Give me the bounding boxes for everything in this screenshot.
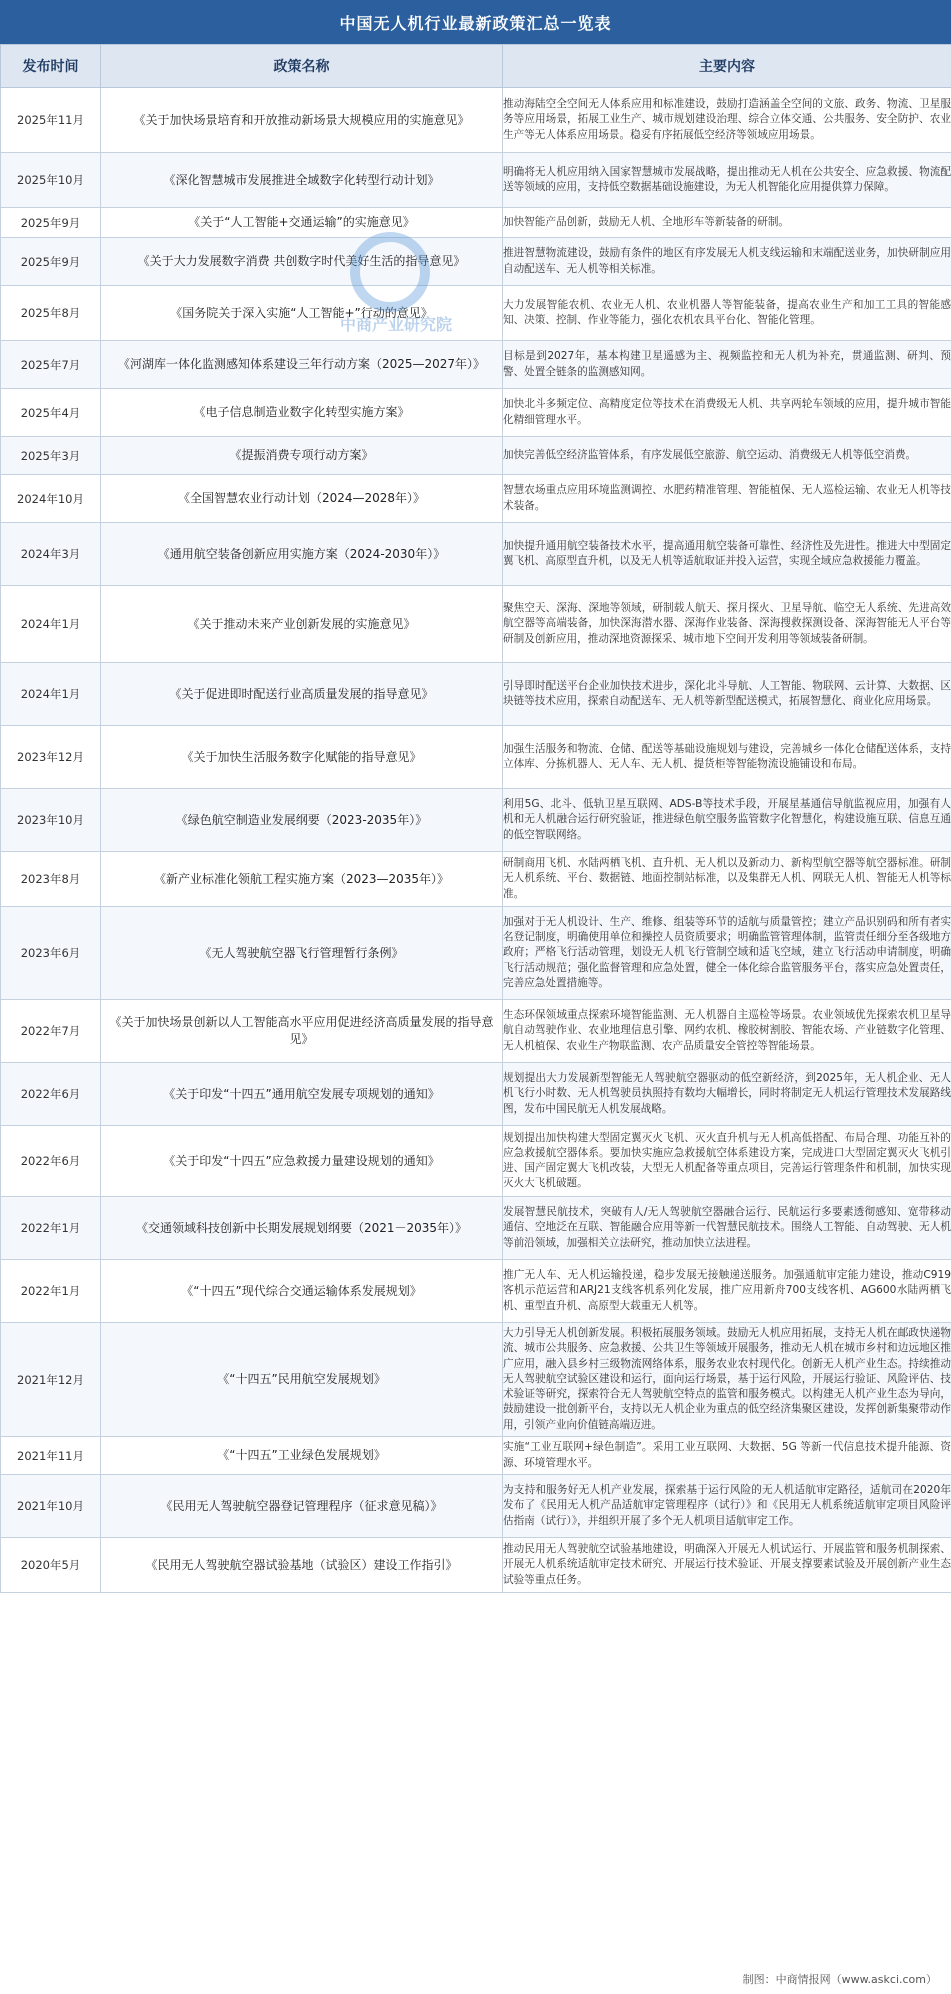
row-policy-name: 《通用航空装备创新应用实施方案（2024-2030年）》	[101, 523, 503, 586]
row-content: 加快提升通用航空装备技术水平，提高通用航空装备可靠性、经济性及先进性。推进大中型固定翼飞机、高原型直升机，以及无人机等适航取证并投入运营，实现全域应急救援能力覆盖。	[503, 523, 951, 586]
table-row	[1, 1260, 951, 1323]
table-row	[1, 1437, 951, 1475]
policy-table	[0, 44, 951, 1593]
table-row	[1, 153, 951, 208]
row-date: 2024年3月	[1, 523, 101, 586]
row-date: 2020年5月	[1, 1538, 101, 1593]
row-policy-name: 《深化智慧城市发展推进全域数字化转型行动计划》	[101, 153, 503, 208]
row-policy-name: 《关于加快生活服务数字化赋能的指导意见》	[101, 726, 503, 789]
table-row	[1, 852, 951, 907]
row-date: 2025年3月	[1, 437, 101, 475]
row-content: 聚焦空天、深海、深地等领域，研制载人航天、探月探火、卫星导航、临空无人系统、先进高效航空器等高端装备，加快深海潜水器、深海作业装备、深海搜救探测设备、深海智能无人平台等研制及创新应用，推动深地资源探采、城市地下空间开发利用等领域装备研制。	[503, 586, 951, 663]
row-policy-name: 《关于促进即时配送行业高质量发展的指导意见》	[101, 663, 503, 726]
table-row	[1, 523, 951, 586]
row-date: 2022年1月	[1, 1197, 101, 1260]
row-content: 推动民用无人驾驶航空试验基地建设，明确深入开展无人机试运行、开展监管和服务机制探索、开展无人机系统适航审定技术研究、开展运行技术验证、开展支撑要素试验及开展创新产业生态试验等重点任务。	[503, 1538, 951, 1593]
table-row	[1, 475, 951, 523]
row-date: 2023年6月	[1, 907, 101, 1000]
table-row	[1, 286, 951, 341]
row-date: 2023年8月	[1, 852, 101, 907]
row-content: 为支持和服务好无人机产业发展，探索基于运行风险的无人机适航审定路径，适航司在2020年发布了《民用无人机产品适航审定管理程序（试行）》和《民用无人机系统适航审定项目风险评估指南（试行）》，并组织开展了多个无人机项目适航审定工作。	[503, 1475, 951, 1538]
table-row	[1, 341, 951, 389]
row-date: 2022年6月	[1, 1126, 101, 1197]
row-policy-name: 《绿色航空制造业发展纲要（2023-2035年）》	[101, 789, 503, 852]
row-content: 生态环保领域重点探索环境智能监测、无人机器自主巡检等场景。农业领域优先探索农机卫星导航自动驾驶作业、农业地理信息引擎、网约农机、橡胶树割胶、智能农场、产业链数字化管理、无人机植保、农业生产物联监测、农产品质量安全管控等智能场景。	[503, 1000, 951, 1063]
table-header-row	[1, 45, 951, 88]
row-date: 2025年10月	[1, 153, 101, 208]
table-row	[1, 1063, 951, 1126]
row-date: 2021年12月	[1, 1323, 101, 1437]
table-row	[1, 789, 951, 852]
row-date: 2025年8月	[1, 286, 101, 341]
table-row	[1, 437, 951, 475]
table-row	[1, 238, 951, 286]
row-date: 2025年4月	[1, 389, 101, 437]
footer-credit: 制图：中商情报网（www.askci.com）	[742, 1973, 937, 1986]
row-policy-name: 《“十四五”现代综合交通运输体系发展规划》	[101, 1260, 503, 1323]
row-policy-name: 《“十四五”工业绿色发展规划》	[101, 1437, 503, 1475]
table-row	[1, 88, 951, 153]
row-content: 加快智能产品创新，鼓励无人机、全地形车等新装备的研制。	[503, 208, 951, 238]
row-policy-name: 《新产业标准化领航工程实施方案（2023—2035年）》	[101, 852, 503, 907]
row-content: 研制商用飞机、水陆两栖飞机、直升机、无人机以及新动力、新构型航空器等航空器标准。研制无人机系统、平台、数据链、地面控制站标准，以及集群无人机、网联无人机、智能无人机等标准。	[503, 852, 951, 907]
row-policy-name: 《关于“人工智能+交通运输”的实施意见》	[101, 208, 503, 238]
table-body	[1, 88, 951, 1593]
row-policy-name: 《民用无人驾驶航空器登记管理程序（征求意见稿）》	[101, 1475, 503, 1538]
row-date: 2025年7月	[1, 341, 101, 389]
table-row	[1, 1323, 951, 1437]
row-date: 2021年11月	[1, 1437, 101, 1475]
row-content: 加强生活服务和物流、仓储、配送等基础设施规划与建设，完善城乡一体化仓储配送体系，支持立体库、分拣机器人、无人车、无人机、提货柜等智能物流设施铺设和布局。	[503, 726, 951, 789]
row-policy-name: 《全国智慧农业行动计划（2024—2028年）》	[101, 475, 503, 523]
watermark-text: 中商产业研究院	[340, 315, 453, 334]
row-date: 2025年11月	[1, 88, 101, 153]
page-title: 中国无人机行业最新政策汇总一览表	[0, 0, 951, 44]
row-content: 明确将无人机应用纳入国家智慧城市发展战略，提出推动无人机在公共安全、应急救援、物流配送等领域的应用，支持低空数据基础设施建设，为无人机智能化应用提供算力保障。	[503, 153, 951, 208]
table-row	[1, 1475, 951, 1538]
row-content: 加快完善低空经济监管体系，有序发展低空旅游、航空运动、消费级无人机等低空消费。	[503, 437, 951, 475]
row-policy-name: 《提振消费专项行动方案》	[101, 437, 503, 475]
row-date: 2022年1月	[1, 1260, 101, 1323]
row-date: 2022年7月	[1, 1000, 101, 1063]
row-content: 推进智慧物流建设，鼓励有条件的地区有序发展无人机支线运输和末端配送业务，加快研制应用自动配送车、无人机等相关标准。	[503, 238, 951, 286]
row-policy-name: 《电子信息制造业数字化转型实施方案》	[101, 389, 503, 437]
table-row	[1, 907, 951, 1000]
row-content: 目标是到2027年，基本构建卫星遥感为主、视频监控和无人机为补充，贯通监测、研判、预警、处置全链条的监测感知网。	[503, 341, 951, 389]
row-content: 智慧农场重点应用环境监测调控、水肥药精准管理、智能植保、无人巡检运输、农业无人机等技术装备。	[503, 475, 951, 523]
row-content: 加快北斗多频定位、高精度定位等技术在消费级无人机、共享两轮车领域的应用，提升城市智能化精细管理水平。	[503, 389, 951, 437]
row-date: 2025年9月	[1, 208, 101, 238]
table-row	[1, 1000, 951, 1063]
row-date: 2021年10月	[1, 1475, 101, 1538]
row-policy-name: 《关于推动未来产业创新发展的实施意见》	[101, 586, 503, 663]
row-date: 2023年12月	[1, 726, 101, 789]
row-policy-name: 《交通领域科技创新中长期发展规划纲要（2021－2035年）》	[101, 1197, 503, 1260]
row-date: 2024年1月	[1, 663, 101, 726]
table-row	[1, 663, 951, 726]
header-date: 发布时间	[1, 45, 101, 88]
row-date: 2024年1月	[1, 586, 101, 663]
row-policy-name: 《关于大力发展数字消费 共创数字时代美好生活的指导意见》	[101, 238, 503, 286]
row-content: 加强对于无人机设计、生产、维修、组装等环节的适航与质量管控；建立产品识别码和所有者实名登记制度，明确使用单位和操控人员资质要求；明确监管管理体制，监管责任细分至各级地方政府；严格飞行活动管理，划设无人机飞行管制空域和适飞空域，建立飞行活动申请制度，明确飞行活动规范；强化监督管理和应急处置，健全一体化综合监管服务平台，落实应急处置责任，完善应急处置措施等。	[503, 907, 951, 1000]
row-policy-name: 《关于加快场景创新以人工智能高水平应用促进经济高质量发展的指导意见》	[101, 1000, 503, 1063]
row-content: 发展智慧民航技术，突破有人/无人驾驶航空器融合运行、民航运行多要素透彻感知、宽带移动通信、空地泛在互联、智能融合应用等新一代智慧民航技术。围绕人工智能、自动驾驶、无人机等前沿领域，加强相关立法研究，推动加快立法进程。	[503, 1197, 951, 1260]
row-policy-name: 《民用无人驾驶航空器试验基地（试验区）建设工作指引》	[101, 1538, 503, 1593]
table-row	[1, 389, 951, 437]
header-name: 政策名称	[101, 45, 503, 88]
row-policy-name: 《关于加快场景培育和开放推动新场景大规模应用的实施意见》	[101, 88, 503, 153]
row-content: 规划提出加快构建大型固定翼灭火飞机、灭火直升机与无人机高低搭配、布局合理、功能互补的应急救援航空器体系。要加快实施应急救援航空体系建设方案，完成进口大型固定翼灭火飞机引进、国产固定翼大飞机改装，大型无人机配备等重点项目，完善运行管理条件和机制，加快实现灭火大飞机破题。	[503, 1126, 951, 1197]
row-policy-name: 《“十四五”民用航空发展规划》	[101, 1323, 503, 1437]
row-date: 2023年10月	[1, 789, 101, 852]
row-policy-name: 《关于印发“十四五”通用航空发展专项规划的通知》	[101, 1063, 503, 1126]
table-row	[1, 208, 951, 238]
row-content: 大力发展智能农机、农业无人机、农业机器人等智能装备，提高农业生产和加工工具的智能感知、决策、控制、作业等能力，强化农机农具平台化、智能化管理。	[503, 286, 951, 341]
row-policy-name: 《河湖库一体化监测感知体系建设三年行动方案（2025—2027年）》	[101, 341, 503, 389]
row-content: 大力引导无人机创新发展。积极拓展服务领域。鼓励无人机应用拓展，支持无人机在邮政快递物流、城市公共服务、应急救援、公共卫生等领域开展服务，推动无人机在城市乡村和边远地区推广应用，融入县乡村三级物流网络体系，服务农业农村现代化。创新无人机产业生态。持续推动无人驾驶航空试验区建设和运行，面向运行场景，基于运行风险，开展运行验证、风险评估、技术验证等研究，探索符合无人驾驶航空特点的监管和服务模式。以构建无人机产业生态为导向，鼓励建设一批创新平台，支持以无人机企业为重点的低空经济集聚区建设，发挥创新集聚带动作用，引领产业向价值链高端迈进。	[503, 1323, 951, 1437]
row-content: 推动海陆空全空间无人体系应用和标准建设，鼓励打造涵盖全空间的文旅、政务、物流、卫星服务等应用场景，拓展工业生产、城市规划建设治理、综合立体交通、公共服务、安全防护、农业生产等无人体系应用场景。稳妥有序拓展低空经济等领域应用场景。	[503, 88, 951, 153]
table-row	[1, 586, 951, 663]
row-content: 规划提出大力发展新型智能无人驾驶航空器驱动的低空新经济，到2025年，无人机企业、无人机飞行小时数、无人机驾驶员执照持有数均大幅增长，同时将制定无人机运行管理技术发展路线图，发布中国民航无人机发展战略。	[503, 1063, 951, 1126]
row-policy-name: 《无人驾驶航空器飞行管理暂行条例》	[101, 907, 503, 1000]
row-content: 引导即时配送平台企业加快技术进步，深化北斗导航、人工智能、物联网、云计算、大数据、区块链等技术应用，探索自动配送车、无人机等新型配送模式，拓展智慧化、商业化应用场景。	[503, 663, 951, 726]
row-content: 推广无人车、无人机运输投递，稳步发展无接触递送服务。加强通航审定能力建设，推动C919客机示范运营和ARJ21支线客机系列化发展，推广应用新舟700支线客机、AG600水陆两栖飞机、重型直升机、高原型大载重无人机等。	[503, 1260, 951, 1323]
table-row	[1, 726, 951, 789]
row-date: 2022年6月	[1, 1063, 101, 1126]
table-row	[1, 1538, 951, 1593]
table-row	[1, 1197, 951, 1260]
row-date: 2025年9月	[1, 238, 101, 286]
row-content: 利用5G、北斗、低轨卫星互联网、ADS-B等技术手段，开展星基通信导航监视应用，加强有人机和无人机融合运行研究验证，推进绿色航空服务监管数字化智慧化，构建设施互联、信息互通的低空智联网络。	[503, 789, 951, 852]
row-policy-name: 《国务院关于深入实施“人工智能+”行动的意见》	[101, 286, 503, 341]
row-date: 2024年10月	[1, 475, 101, 523]
row-content: 实施“工业互联网+绿色制造”。采用工业互联网、大数据、5G 等新一代信息技术提升能源、资源、环境管理水平。	[503, 1437, 951, 1475]
row-policy-name: 《关于印发“十四五”应急救援力量建设规划的通知》	[101, 1126, 503, 1197]
header-content: 主要内容	[503, 45, 951, 88]
table-row	[1, 1126, 951, 1197]
